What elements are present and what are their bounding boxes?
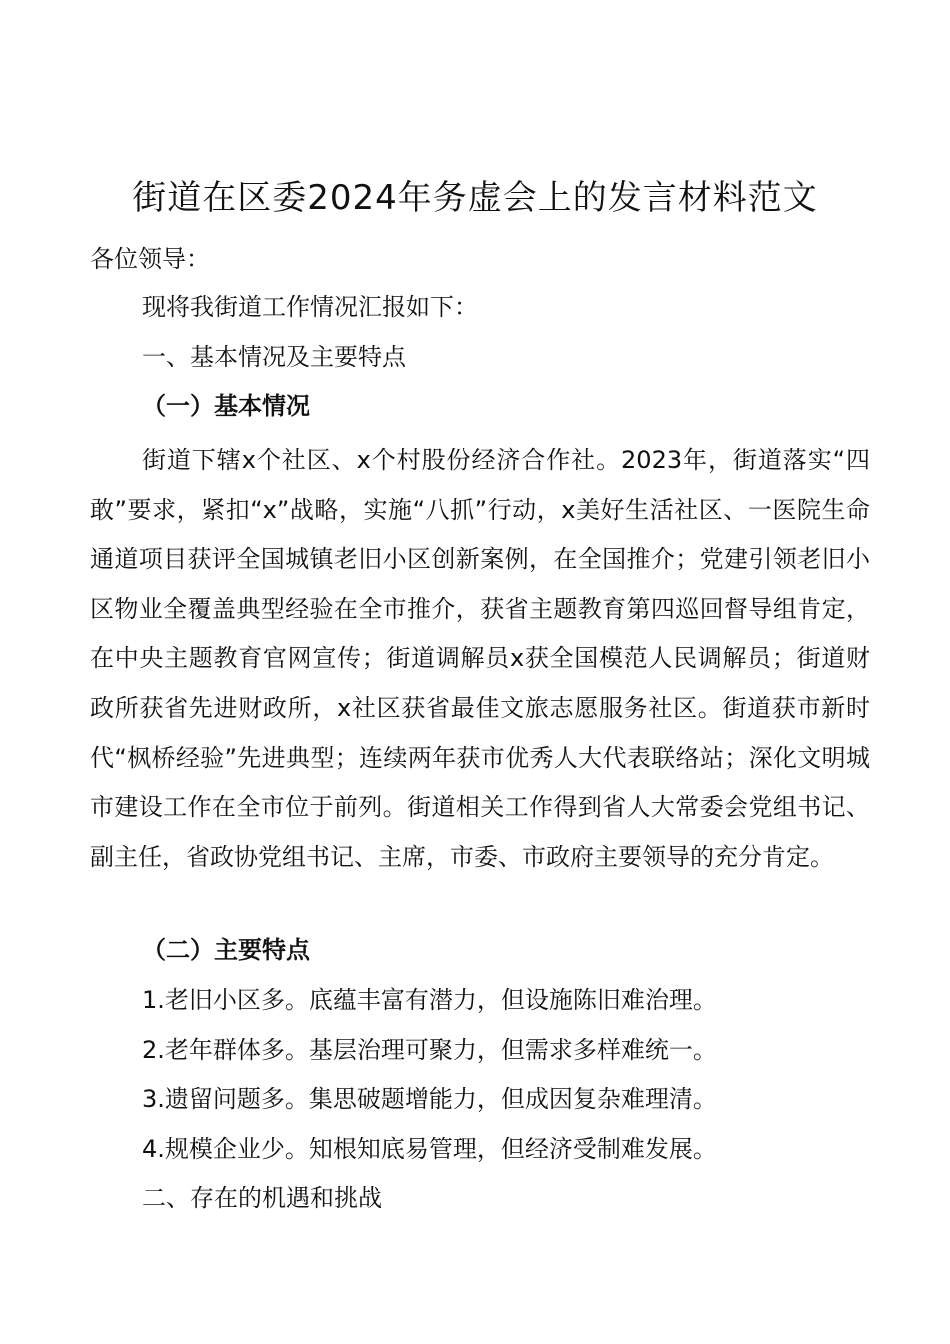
basic-situation-paragraph: 街道下辖x个社区、x个村股份经济合作社。2023年，街道落实“四敢”要求，紧扣“x”战略，实施“八抓”行动，x美好生活社区、一医院生命通道项目获评全国城镇老旧小区创新案例，在全国推介；党建引领老旧小区物业全覆盖典型经验在全市推介，获省主题教育第四巡回督导组肯定，在中央主题教育官网宣传；街道调解员x获全国模范人民调解员；街道财政所获省先进财政所，x社区获省最佳文旅志愿服务社区。街道获市新时代“枫桥经验”先进典型；连续两年获市优秀人大代表联络站；深化文明城市建设工作在全市位于前列。街道相关工作得到省人大常委会党组书记、副主任，省政协党组书记、主席，市委、市政府主要领导的充分肯定。: [90, 446, 870, 871]
section-heading-2: 二、存在的机遇和挑战: [142, 1184, 382, 1212]
subsection-heading-features: （二）主要特点: [142, 936, 310, 964]
feature-item: 3.遗留问题多。集思破题增能力，但成因复杂难理清。: [142, 1085, 717, 1113]
salutation: 各位领导：: [90, 245, 210, 273]
feature-item: 1.老旧小区多。底蕴丰富有潜力，但设施陈旧难治理。: [142, 986, 717, 1014]
feature-item: 2.老年群体多。基层治理可聚力，但需求多样难统一。: [142, 1036, 717, 1064]
intro-line: 现将我街道工作情况汇报如下：: [142, 293, 478, 321]
feature-item: 4.规模企业少。知根知底易管理，但经济受制难发展。: [142, 1135, 717, 1163]
subsection-heading-basic: （一）基本情况: [142, 392, 310, 420]
section-heading-1: 一、基本情况及主要特点: [142, 343, 406, 371]
document-title: 街道在区委2024年务虚会上的发言材料范文: [132, 178, 818, 218]
